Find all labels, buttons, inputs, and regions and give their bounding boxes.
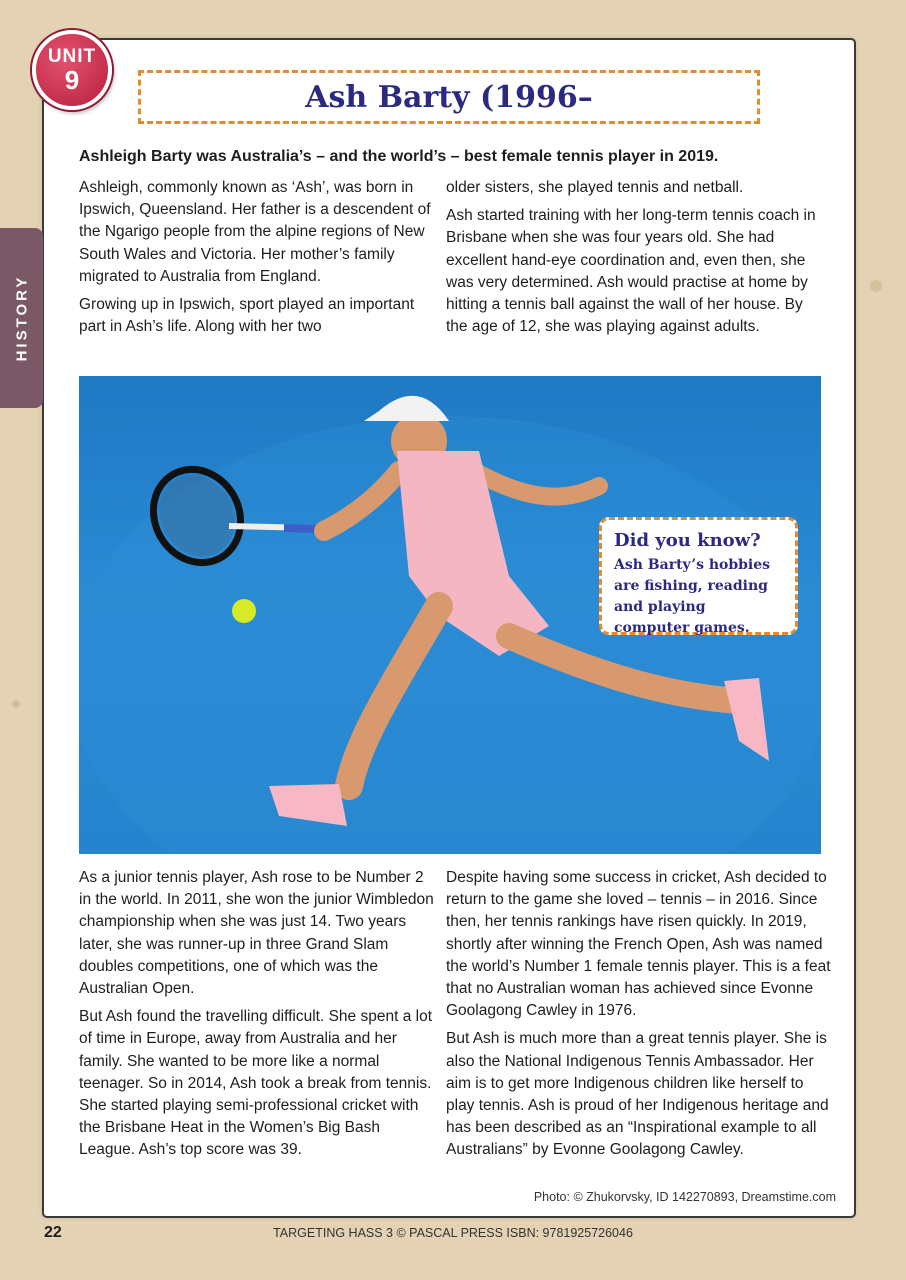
lead-sentence: Ashleigh Barty was Australia’s – and the world’s – best female tennis player in 2019. xyxy=(79,148,719,165)
unit-number: 9 xyxy=(64,65,80,95)
parchment-spot xyxy=(870,280,882,292)
title-box xyxy=(138,70,760,124)
column-bottom-left xyxy=(79,867,434,1168)
section-tab-label: HISTORY xyxy=(13,274,30,362)
parchment-spot xyxy=(12,700,20,708)
paragraph: But Ash is much more than a great tennis player. She is also the National Indigenous Tennis Ambassador. Her aim is to get more Indigenous children like herself to play tennis. Ash is proud of her Indigenous heritage and has been described as an “Inspirational example to all Australians” by Evonne Goolagong Cawley. xyxy=(446,1030,829,1159)
paragraph: Ashleigh, commonly known as ‘Ash’, was born in Ipswich, Queensland. Her father is a descendent of the Ngarigo people from the alpine regions of New South Wales and Victoria. Her mother’s family migrated to Australia from England. xyxy=(79,179,431,285)
paragraph: older sisters, she played tennis and netball. xyxy=(446,179,744,196)
photo-credit: Photo: © Zhukorvsky, ID 142270893, Dreamstime.com xyxy=(533,1190,836,1204)
unit-label: UNIT xyxy=(47,46,97,67)
unit-badge xyxy=(32,30,112,110)
page-number: 22 xyxy=(44,1224,62,1241)
tennis-ball-icon xyxy=(232,599,256,623)
page-title: Ash Barty (1996– xyxy=(305,80,593,115)
paragraph: But Ash found the travelling difficult. She spent a lot of time in Europe, away from Australia and her family. She wanted to be more like a normal teenager. So in 2014, Ash took a break from tennis. She started playing semi-professional cricket with the Brisbane Heat in the Women’s Big Bash League. Ash’s top score was 39. xyxy=(79,1008,432,1159)
section-tab xyxy=(0,228,43,408)
did-you-know-body: Ash Barty’s hobbies are fishing, reading and playing computer games. xyxy=(614,557,771,636)
paragraph: As a junior tennis player, Ash rose to be Number 2 in the world. In 2011, she won the junior Wimbledon championship when she was just 14. Two years later, she was runner-up in three Grand Slam doubles competitions, one of which was the Australian Open. xyxy=(79,869,434,998)
did-you-know-box xyxy=(599,517,798,635)
paragraph: Ash started training with her long-term tennis coach in Brisbane when she was four years old. She had excellent hand-eye coordination and, even then, she was very determined. Ash would practise at home by hitting a tennis ball against the wall of her house. By the age of 12, she was playing against adults. xyxy=(446,207,816,336)
column-top-left xyxy=(79,177,434,344)
paragraph: Growing up in Ipswich, sport played an important part in Ash’s life. Along with her two xyxy=(79,296,415,336)
footer-text: TARGETING HASS 3 © PASCAL PRESS ISBN: 9781925726046 xyxy=(273,1226,633,1240)
paragraph: Despite having some success in cricket, Ash decided to return to the game she loved – tennis – in 2016. Since then, her tennis rankings have risen quickly. In 2019, shortly after winning the French Open, Ash was named the world’s Number 1 female tennis player. This is a feat that no Australian woman has achieved since Evonne Goolagong Cawley in 1976. xyxy=(446,869,831,1020)
column-top-right xyxy=(446,177,816,344)
column-bottom-right xyxy=(446,867,831,1168)
did-you-know-heading: Did you know? xyxy=(614,530,761,551)
